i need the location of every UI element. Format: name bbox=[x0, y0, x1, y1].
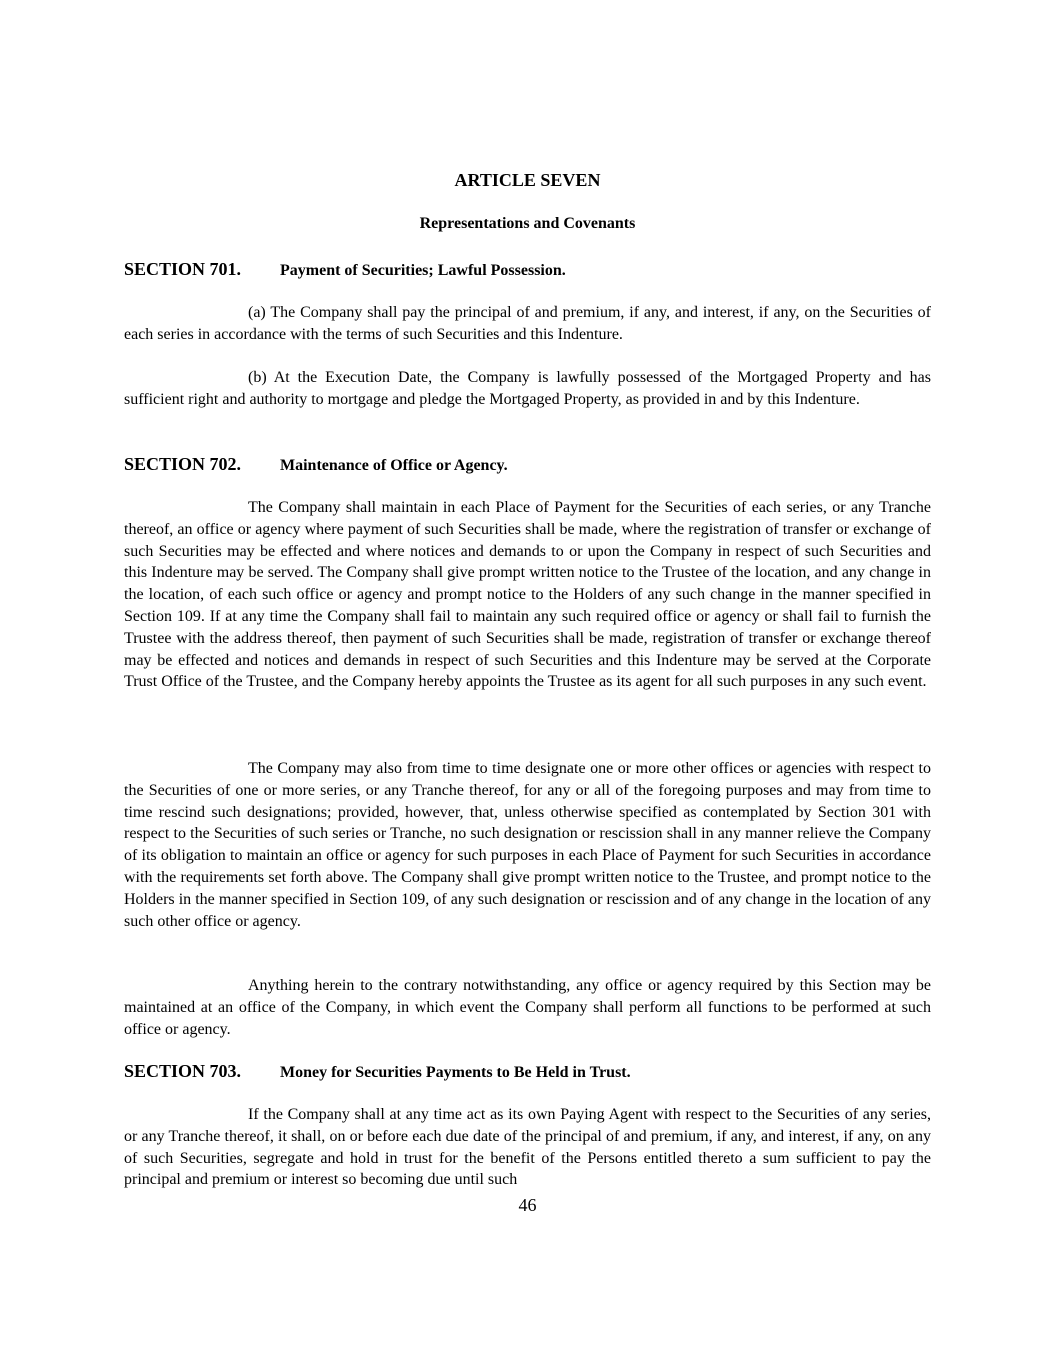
section-703-heading bbox=[124, 1061, 931, 1082]
page-number: 46 bbox=[518, 1195, 537, 1215]
section-703-paragraph-1: If the Company shall at any time act as its own Paying Agent with respect to the Securities of any series, or any Tranche thereof, it shall, on or before each due date of the principal of and premium, if any, and interest, if any, on any of such Securities, segregate and hold in trust for the benefit of the Persons entitled thereto a sum sufficient to pay the principal and premium or interest so becoming due until such bbox=[124, 1106, 931, 1189]
section-702-heading bbox=[124, 454, 931, 475]
section-number: SECTION 703. bbox=[124, 1061, 242, 1081]
article-subtitle: Representations and Covenants bbox=[419, 215, 636, 232]
section-title: Maintenance of Office or Agency. bbox=[280, 457, 508, 474]
section-title: Money for Securities Payments to Be Held in Trust. bbox=[280, 1064, 631, 1081]
section-number: SECTION 702. bbox=[124, 454, 242, 474]
section-701-heading bbox=[124, 259, 931, 280]
section-number: SECTION 701. bbox=[124, 259, 242, 279]
article-title: ARTICLE SEVEN bbox=[454, 170, 601, 190]
section-702-paragraph-2: The Company may also from time to time designate one or more other offices or agencies with respect to the Securities of one or more series, or any Tranche thereof, for any or all of the foregoing purposes and may from time to time rescind such designations; provided, however, that, unless otherwise specified as contemplated by Section 301 with respect to the Securities of such series or Tranche, no such designation or rescission shall in any manner relieve the Company of its obligation to maintain an office or agency for such purposes in each Place of Payment for such Securities in accordance with the requirements set forth above. The Company shall give prompt written notice to the Trustee, and prompt notice to the Holders in the manner specified in Section 109, of any such designation or rescission and of any change in the location of any such other office or agency. bbox=[124, 760, 931, 930]
section-701-paragraph-b: (b) At the Execution Date, the Company is lawfully possessed of the Mortgaged Property and has sufficient right and authority to mortgage and pledge the Mortgaged Property, as provided in and by this Indenture. bbox=[124, 369, 931, 408]
section-702-paragraph-1: The Company shall maintain in each Place of Payment for the Securities of each series, or any Tranche thereof, an office or agency where payment of such Securities shall be made, where the registration of transfer or exchange of such Securities may be effected and where notices and demands to or upon the Company in respect of such Securities and this Indenture may be served. The Company shall give prompt written notice to the Trustee of the location, and any change in the location, of each such office or agency and prompt notice to the Holders of any such change in the manner specified in Section 109. If at any time the Company shall fail to maintain any such required office or agency or shall fail to furnish the Trustee with the address thereof, then payment of such Securities shall be made, registration of transfer or exchange thereof may be effected and notices and demands in respect of such Securities and this Indenture may be served at the Corporate Trust Office of the Trustee, and the Company hereby appoints the Trustee as its agent for all such purposes in any such event. bbox=[124, 499, 931, 691]
section-701-paragraph-a: (a) The Company shall pay the principal of and premium, if any, and interest, if any, on the Securities of each series in accordance with the terms of such Securities and this Indenture. bbox=[124, 304, 931, 343]
document-page bbox=[124, 0, 931, 1365]
section-702-paragraph-3: Anything herein to the contrary notwithstanding, any office or agency required by this Section may be maintained at an office of the Company, in which event the Company shall perform all functions to be performed at such office or agency. bbox=[124, 977, 931, 1038]
section-title: Payment of Securities; Lawful Possession. bbox=[280, 262, 566, 279]
